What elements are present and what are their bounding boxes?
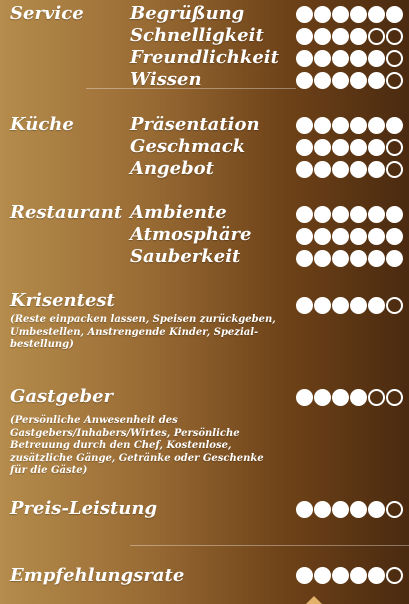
filled-circle-icon bbox=[368, 50, 385, 67]
item-name: Ambiente bbox=[130, 202, 227, 223]
filled-circle-icon bbox=[350, 228, 367, 245]
filled-circle-icon bbox=[332, 6, 349, 23]
criterion-label: Preis-Leistung bbox=[10, 498, 158, 519]
empty-circle-icon bbox=[386, 501, 403, 518]
empty-circle-icon bbox=[386, 50, 403, 67]
empty-circle-icon bbox=[386, 72, 403, 89]
section-label: Küche bbox=[10, 114, 74, 135]
section-label: Restaurant bbox=[10, 202, 123, 223]
filled-circle-icon bbox=[332, 567, 349, 584]
rating-dots bbox=[296, 500, 408, 518]
filled-circle-icon bbox=[386, 206, 403, 223]
rating-dots bbox=[296, 566, 408, 584]
filled-circle-icon bbox=[314, 50, 331, 67]
scroll-indicator-icon bbox=[306, 596, 322, 604]
filled-circle-icon bbox=[350, 389, 367, 406]
rating-dots bbox=[296, 296, 408, 314]
rating-dots bbox=[296, 116, 408, 134]
filled-circle-icon bbox=[350, 206, 367, 223]
rating-dots bbox=[296, 227, 408, 245]
filled-circle-icon bbox=[296, 206, 313, 223]
item-name: Atmosphäre bbox=[130, 224, 252, 245]
filled-circle-icon bbox=[296, 50, 313, 67]
filled-circle-icon bbox=[350, 161, 367, 178]
rating-dots bbox=[296, 5, 408, 23]
filled-circle-icon bbox=[296, 297, 313, 314]
rating-dots bbox=[296, 138, 408, 156]
filled-circle-icon bbox=[386, 6, 403, 23]
filled-circle-icon bbox=[332, 501, 349, 518]
filled-circle-icon bbox=[296, 117, 313, 134]
filled-circle-icon bbox=[296, 501, 313, 518]
filled-circle-icon bbox=[386, 250, 403, 267]
filled-circle-icon bbox=[314, 567, 331, 584]
filled-circle-icon bbox=[332, 206, 349, 223]
filled-circle-icon bbox=[332, 72, 349, 89]
filled-circle-icon bbox=[332, 28, 349, 45]
filled-circle-icon bbox=[332, 389, 349, 406]
empty-circle-icon bbox=[368, 389, 385, 406]
filled-circle-icon bbox=[314, 250, 331, 267]
filled-circle-icon bbox=[314, 28, 331, 45]
filled-circle-icon bbox=[368, 6, 385, 23]
filled-circle-icon bbox=[296, 6, 313, 23]
filled-circle-icon bbox=[332, 50, 349, 67]
filled-circle-icon bbox=[332, 250, 349, 267]
item-name: Präsentation bbox=[130, 114, 260, 135]
filled-circle-icon bbox=[350, 72, 367, 89]
filled-circle-icon bbox=[296, 389, 313, 406]
filled-circle-icon bbox=[296, 139, 313, 156]
filled-circle-icon bbox=[314, 501, 331, 518]
filled-circle-icon bbox=[296, 161, 313, 178]
empty-circle-icon bbox=[368, 28, 385, 45]
filled-circle-icon bbox=[314, 117, 331, 134]
filled-circle-icon bbox=[314, 389, 331, 406]
item-name: Freundlichkeit bbox=[130, 47, 279, 68]
filled-circle-icon bbox=[296, 28, 313, 45]
filled-circle-icon bbox=[368, 139, 385, 156]
criterion-label: Empfehlungsrate bbox=[10, 565, 185, 586]
criterion-label: Krisentest bbox=[10, 290, 115, 311]
rating-dots bbox=[296, 71, 408, 89]
filled-circle-icon bbox=[368, 501, 385, 518]
divider bbox=[130, 545, 409, 546]
item-name: Begrüßung bbox=[130, 3, 245, 24]
empty-circle-icon bbox=[386, 297, 403, 314]
filled-circle-icon bbox=[314, 161, 331, 178]
filled-circle-icon bbox=[350, 501, 367, 518]
rating-dots bbox=[296, 49, 408, 67]
filled-circle-icon bbox=[350, 297, 367, 314]
filled-circle-icon bbox=[350, 117, 367, 134]
filled-circle-icon bbox=[314, 6, 331, 23]
filled-circle-icon bbox=[386, 117, 403, 134]
filled-circle-icon bbox=[368, 206, 385, 223]
item-name: Sauberkeit bbox=[130, 246, 241, 267]
filled-circle-icon bbox=[386, 228, 403, 245]
empty-circle-icon bbox=[386, 161, 403, 178]
rating-dots bbox=[296, 388, 408, 406]
criterion-description: (Reste einpacken lassen, Speisen zurückgeben, Umbestellen, Anstrengende Kinder, Spezial-bestellung) bbox=[10, 314, 276, 350]
filled-circle-icon bbox=[368, 161, 385, 178]
item-name: Wissen bbox=[130, 69, 202, 90]
filled-circle-icon bbox=[314, 139, 331, 156]
filled-circle-icon bbox=[314, 206, 331, 223]
rating-dots bbox=[296, 160, 408, 178]
rating-dots bbox=[296, 205, 408, 223]
filled-circle-icon bbox=[350, 139, 367, 156]
filled-circle-icon bbox=[350, 567, 367, 584]
rating-dots bbox=[296, 249, 408, 267]
filled-circle-icon bbox=[296, 228, 313, 245]
filled-circle-icon bbox=[350, 28, 367, 45]
filled-circle-icon bbox=[368, 72, 385, 89]
filled-circle-icon bbox=[332, 117, 349, 134]
empty-circle-icon bbox=[386, 139, 403, 156]
filled-circle-icon bbox=[296, 567, 313, 584]
filled-circle-icon bbox=[350, 250, 367, 267]
filled-circle-icon bbox=[368, 117, 385, 134]
filled-circle-icon bbox=[296, 72, 313, 89]
divider bbox=[86, 88, 296, 89]
filled-circle-icon bbox=[368, 297, 385, 314]
rating-dots bbox=[296, 27, 408, 45]
item-name: Schnelligkeit bbox=[130, 25, 264, 46]
filled-circle-icon bbox=[368, 567, 385, 584]
filled-circle-icon bbox=[296, 250, 313, 267]
filled-circle-icon bbox=[332, 228, 349, 245]
filled-circle-icon bbox=[350, 50, 367, 67]
filled-circle-icon bbox=[332, 139, 349, 156]
section-label: Service bbox=[10, 3, 84, 24]
filled-circle-icon bbox=[368, 228, 385, 245]
criterion-description: (Persönliche Anwesenheit des Gastgebers/Inhabers/Wirtes, Persönliche Betreuung durch den Chef, Kostenlose, zusätzliche Gänge, Getränke oder Geschenke für die Gäste) bbox=[10, 415, 264, 476]
empty-circle-icon bbox=[386, 389, 403, 406]
filled-circle-icon bbox=[368, 250, 385, 267]
filled-circle-icon bbox=[350, 6, 367, 23]
filled-circle-icon bbox=[332, 297, 349, 314]
empty-circle-icon bbox=[386, 567, 403, 584]
filled-circle-icon bbox=[314, 72, 331, 89]
item-name: Geschmack bbox=[130, 136, 246, 157]
item-name: Angebot bbox=[130, 158, 214, 179]
filled-circle-icon bbox=[314, 228, 331, 245]
filled-circle-icon bbox=[314, 297, 331, 314]
filled-circle-icon bbox=[332, 161, 349, 178]
criterion-label: Gastgeber bbox=[10, 386, 114, 407]
empty-circle-icon bbox=[386, 28, 403, 45]
